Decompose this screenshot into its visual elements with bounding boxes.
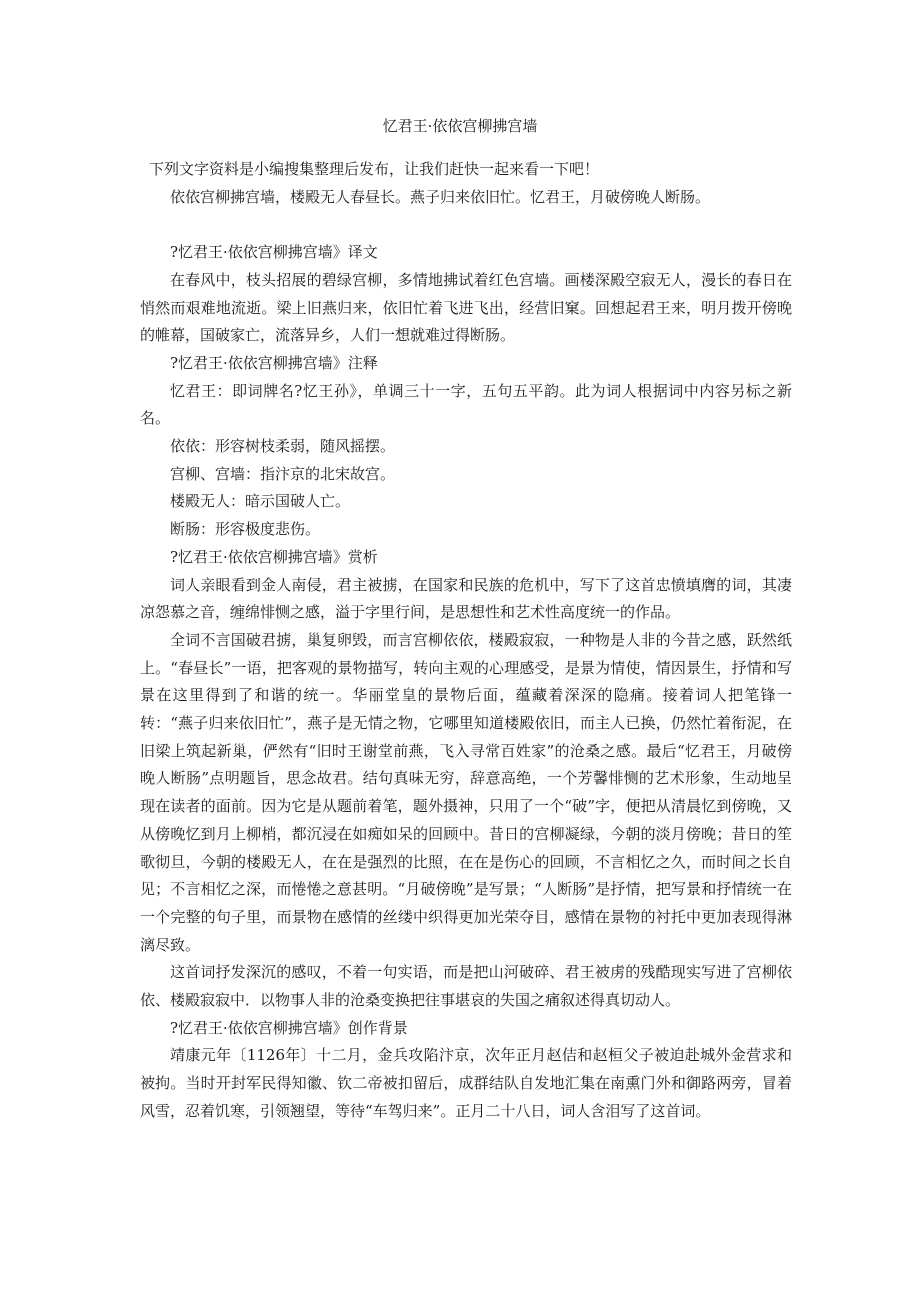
appreciation-heading: ?忆君王·依依宫柳拂宫墙》赏析 — [170, 547, 378, 566]
note-item: 忆君王：即词牌名?忆王孙》，单调三十一字，五句五平韵。此为词人根据词中内容另标之新名。 — [140, 381, 792, 428]
note-item: 宫柳、宫墙：指汴京的北宋故宫。 — [170, 464, 396, 483]
note-item: 楼殿无人：暗示国破人亡。 — [170, 492, 351, 511]
translation-paragraph: 在春风中，枝头招展的碧绿宫柳，多情地拂试着红色宫墙。画楼深殿空寂无人，漫长的春日在悄然而艰难地流逝。梁上旧燕归来，依旧忙着飞进飞出，经营旧窠。回想起君王来，明月拨开傍晚的帷幕，国破家亡，流落异乡，人们一想就难过得断肠。 — [140, 270, 792, 345]
poem-text: 依依宫柳拂宫墙，楼殿无人春昼长。燕子归来依旧忙。忆君王，月破傍晚人断肠。 — [170, 187, 711, 206]
notes-heading: ?忆君王·依依宫柳拂宫墙》注释 — [170, 353, 378, 372]
appreciation-paragraph: 全词不言国破君掳，巢复卵毁，而言宫柳依依，楼殿寂寂，一种物是人非的今昔之感，跃然纸上。“春昼长”一语，把客观的景物描写，转向主观的心理感受，是景为情使，情因景生，抒情和写景在这里得到了和谐的统一。华丽堂皇的景物后面，蕴藏着深深的隐痛。接着词人把笔锋一转：“燕子归来依旧忙”，燕子是无情之物，它哪里知道楼殿依旧，而主人已换，仍然忙着衔泥，在旧梁上筑起新巢，俨然有“旧时王谢堂前燕，飞入寻常百姓家”的沧桑之感。最后“忆君王，月破傍晚人断肠”点明题旨，思念故君。结句真味无穷，辞意高绝，一个芳馨悱恻的艺术形象，生动地呈现在读者的面前。因为它是从题前着笔，题外摄神，只用了一个“破”字，便把从清晨忆到傍晚，又从傍晚忆到月上柳梢，都沉浸在如痴如呆的回顾中。昔日的宫柳凝绿，今朝的淡月傍晚；昔日的笙歌彻旦，今朝的楼殿无人，在在是强烈的比照，在在是伤心的回顾，不言相忆之久，而时间之长自见；不言相忆之深，而惓惓之意甚明。“月破傍晚”是写景；“人断肠”是抒情，把写景和抒情统一在一个完整的句子里，而景物在感情的丝缕中织得更加光荣夺目，感情在景物的衬托中更加表现得淋漓尽致。 — [140, 630, 792, 954]
note-item: 断肠：形容极度悲伤。 — [170, 520, 321, 539]
note-item: 依依：形容树枝柔弱，随风摇摆。 — [170, 437, 396, 456]
document-title: 忆君王·依依宫柳拂宫墙 — [382, 117, 538, 135]
appreciation-paragraph: 这首词抒发深沉的感叹，不着一句实语，而是把山河破碎、君王被虏的残酷现实写进了宫柳依依、楼殿寂寂中．以物事人非的沧桑变换把往事堪哀的失国之痛叙述得真切动人。 — [140, 963, 792, 1010]
intro-paragraph: 下列文字资料是小编搜集整理后发布，让我们赶快一起来看一下吧！ — [149, 160, 600, 178]
document-body — [140, 156, 792, 1126]
translation-heading: ?忆君王·依依宫柳拂宫墙》译文 — [170, 243, 378, 262]
background-heading: ?忆君王·依依宫柳拂宫墙》创作背景 — [170, 1018, 408, 1037]
appreciation-paragraph: 词人亲眼看到金人南侵，君主被掳，在国家和民族的危机中，写下了这首忠愤填膺的词，其凄凉怨慕之音，缠绵悱恻之感，溢于字里行间，是思想性和艺术性高度统一的作品。 — [140, 575, 792, 622]
background-paragraph: 靖康元年〔1126年〕十二月，金兵攻陷汴京，次年正月赵佶和赵桓父子被迫赴城外金营求和被拘。当时开封军民得知徽、钦二帝被扣留后，成群结队自发地汇集在南熏门外和御路两旁，冒着风雪，忍着饥寒，引领翘望，等待“车驾归来”。正月二十八日，词人含泪写了这首词。 — [140, 1046, 792, 1120]
